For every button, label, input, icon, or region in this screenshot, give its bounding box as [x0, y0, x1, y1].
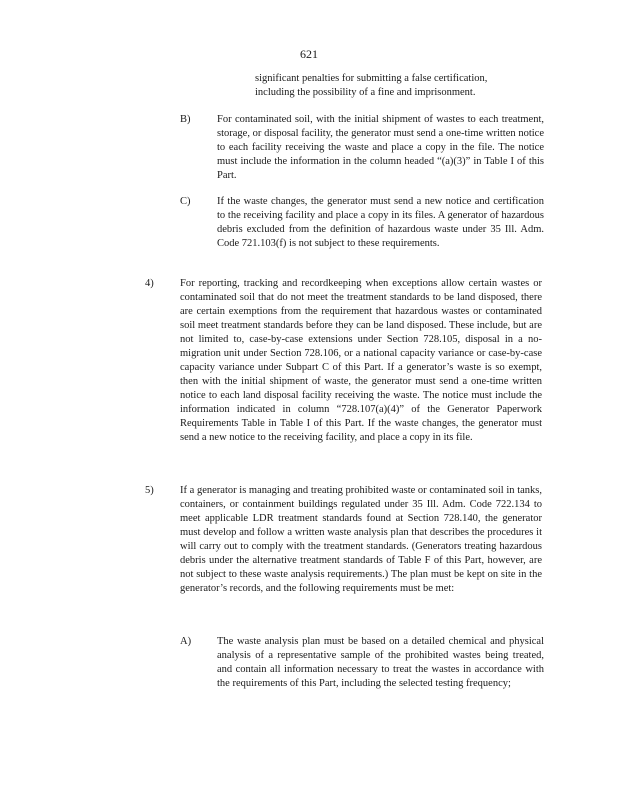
continuation-paragraph: significant penalties for submitting a false certification, including the possibility of a fine and imprisonment.	[255, 73, 488, 98]
item-label-5: 5)	[145, 485, 154, 496]
item-paragraph-b: For contaminated soil, with the initial shipment of wastes to each treatment, storage, or disposal facility, the generator must send a one-time written notice to each facility receiving the waste and place a copy in the file. The notice must include the information in the column headed “(a)(3)” in Table I of this Part.	[217, 114, 544, 181]
item-paragraph-a: The waste analysis plan must be based on a detailed chemical and physical analysis of a representative sample of the prohibited wastes being treated, and contain all information necessary to treat the wastes in accordance with the requirements of this Part, including the selected testing frequency;	[217, 636, 544, 689]
item-paragraph-5: If a generator is managing and treating prohibited waste or contaminated soil in tanks, containers, or containment buildings regulated under 35 Ill. Adm. Code 722.134 to meet applicable LDR treatment standards found at Section 728.140, the generator must develop and follow a written waste analysis plan that describes the procedures it will carry out to comply with the treatment standards. (Generators treating hazardous debris under the alternative treatment standards of Table F of this Part, however, are not subject to these waste analysis requirements.) The plan must be kept on site in the generator’s records, and the following requirements must be met:	[180, 485, 542, 594]
item-label-a: A)	[180, 636, 192, 647]
page-number: 621	[300, 47, 318, 61]
item-paragraph-c: If the waste changes, the generator must send a new notice and certification to the receiving facility and place a copy in its files. A generator of hazardous debris excluded from the definition of hazardous waste under 35 Ill. Adm. Code 721.103(f) is not subject to these requirements.	[217, 196, 544, 249]
item-label-c: C)	[180, 196, 191, 207]
item-label-b: B)	[180, 114, 191, 125]
item-label-4: 4)	[145, 278, 154, 289]
item-paragraph-4: For reporting, tracking and recordkeeping when exceptions allow certain wastes or contaminated soil that do not meet the treatment standards to be land disposed, there are certain exemptions from the requirement that hazardous wastes or contaminated soil meet treatment standards before they can be land disposed. These include, but are not limited to, case-by-case extensions under Section 728.105, disposal in a no-migration unit under Section 728.106, or a national capacity variance or case-by-case capacity variance under Subpart C of this Part. If a generator’s waste is so exempt, then with the initial shipment of waste, the generator must send a one-time written notice to each land disposal facility receiving the waste. The notice must include the information indicated in column “728.107(a)(4)” of the Generator Paperwork Requirements Table in Table I of this Part. If the waste changes, the generator must send a new notice to the receiving facility, and place a copy in its file.	[180, 278, 542, 443]
